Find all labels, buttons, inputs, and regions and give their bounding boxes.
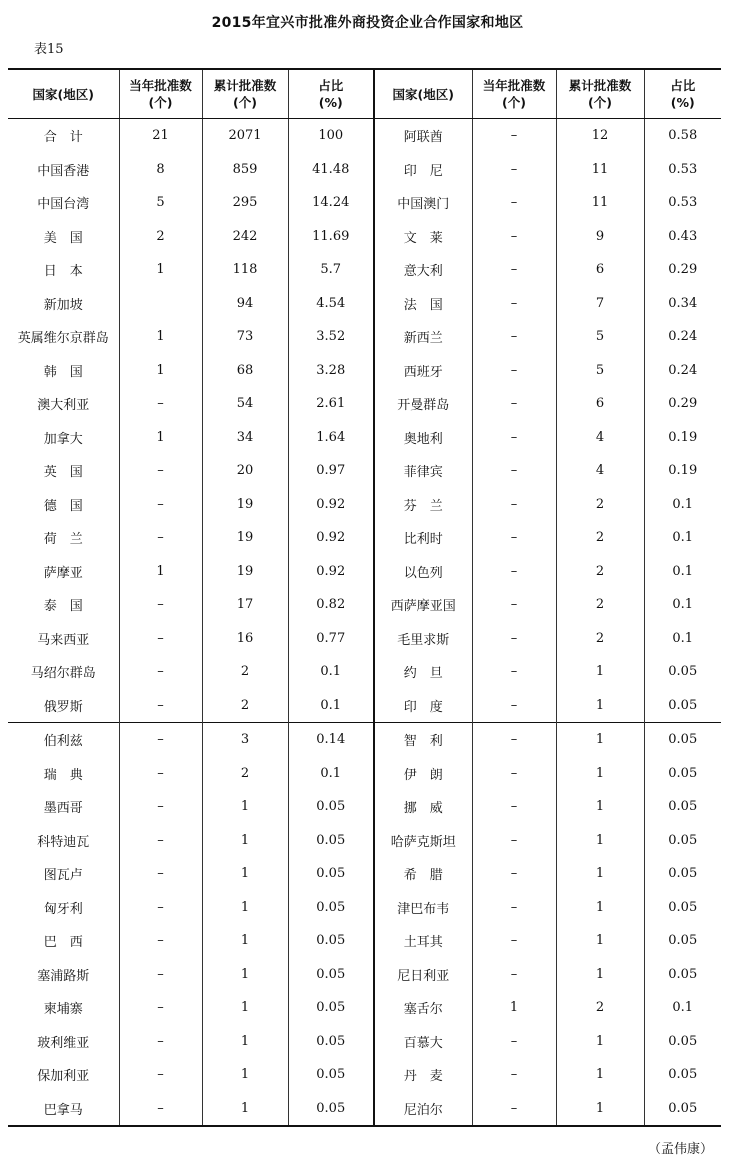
country-cell: 芬 兰 (374, 488, 472, 522)
year-approved-cell: – (119, 1025, 202, 1059)
share-cell: 0.53 (644, 153, 721, 187)
year-approved-cell: – (472, 1058, 556, 1092)
cumulative-cell: 5 (556, 354, 644, 388)
cumulative-cell: 2 (202, 655, 288, 689)
country-cell: 科特迪瓦 (8, 824, 119, 858)
cumulative-cell: 12 (556, 119, 644, 153)
table-row (8, 421, 721, 455)
share-cell: 0.05 (644, 1025, 721, 1059)
header-country: 国家(地区) (374, 69, 472, 119)
cumulative-cell: 2 (556, 991, 644, 1025)
cumulative-cell: 2 (556, 588, 644, 622)
country-cell: 澳大利亚 (8, 387, 119, 421)
table-row (8, 454, 721, 488)
cumulative-cell: 7 (556, 287, 644, 321)
country-cell: 泰 国 (8, 588, 119, 622)
cumulative-cell: 34 (202, 421, 288, 455)
year-approved-cell: – (472, 824, 556, 858)
country-cell: 日 本 (8, 253, 119, 287)
header-year-approved: 当年批准数 (个) (472, 69, 556, 119)
country-cell: 中国香港 (8, 153, 119, 187)
country-cell: 伯利兹 (8, 723, 119, 757)
cumulative-cell: 19 (202, 521, 288, 555)
cumulative-cell: 16 (202, 622, 288, 656)
cumulative-cell: 1 (556, 757, 644, 791)
share-cell: 0.1 (644, 488, 721, 522)
country-cell: 伊 朗 (374, 757, 472, 791)
country-cell: 毛里求斯 (374, 622, 472, 656)
share-cell: 0.1 (644, 588, 721, 622)
table-row (8, 521, 721, 555)
year-approved-cell: – (119, 521, 202, 555)
country-cell: 英属维尔京群岛 (8, 320, 119, 354)
share-cell: 0.05 (644, 857, 721, 891)
share-cell: 0.92 (288, 555, 374, 589)
country-cell: 智 利 (374, 723, 472, 757)
cumulative-cell: 54 (202, 387, 288, 421)
share-cell: 5.7 (288, 253, 374, 287)
cumulative-cell: 1 (556, 1058, 644, 1092)
country-cell: 德 国 (8, 488, 119, 522)
table-row (8, 891, 721, 925)
year-approved-cell: – (119, 655, 202, 689)
year-approved-cell: – (472, 1025, 556, 1059)
table-row (8, 320, 721, 354)
year-approved-cell: – (119, 991, 202, 1025)
country-cell: 挪 威 (374, 790, 472, 824)
share-cell: 0.24 (644, 320, 721, 354)
share-cell: 4.54 (288, 287, 374, 321)
year-approved-cell: – (472, 354, 556, 388)
table-row (8, 488, 721, 522)
country-cell: 中国台湾 (8, 186, 119, 220)
share-cell: 0.29 (644, 387, 721, 421)
country-cell: 美 国 (8, 220, 119, 254)
year-approved-cell: 1 (119, 320, 202, 354)
year-approved-cell: – (119, 824, 202, 858)
header-cumulative: 累计批准数 (个) (202, 69, 288, 119)
cumulative-cell: 2 (556, 555, 644, 589)
cumulative-cell: 118 (202, 253, 288, 287)
cumulative-cell: 5 (556, 320, 644, 354)
share-cell: 0.05 (288, 790, 374, 824)
cumulative-cell: 1 (202, 891, 288, 925)
cumulative-cell: 20 (202, 454, 288, 488)
cumulative-cell: 4 (556, 421, 644, 455)
share-cell: 11.69 (288, 220, 374, 254)
compiler-credit: （孟伟康） (647, 1142, 713, 1157)
share-cell: 0.05 (644, 1092, 721, 1127)
share-cell: 3.52 (288, 320, 374, 354)
year-approved-cell: 21 (119, 119, 202, 153)
country-cell: 开曼群岛 (374, 387, 472, 421)
year-approved-cell: – (119, 723, 202, 757)
country-cell: 瑞 典 (8, 757, 119, 791)
year-approved-cell: 8 (119, 153, 202, 187)
country-cell: 韩 国 (8, 354, 119, 388)
country-cell: 以色列 (374, 555, 472, 589)
cumulative-cell: 2 (202, 757, 288, 791)
share-cell: 0.1 (644, 991, 721, 1025)
year-approved-cell: – (472, 958, 556, 992)
year-approved-cell: – (119, 1058, 202, 1092)
share-cell: 0.1 (644, 555, 721, 589)
share-cell: 0.05 (644, 958, 721, 992)
cumulative-cell: 1 (556, 958, 644, 992)
country-cell: 印 度 (374, 689, 472, 723)
table-row (8, 287, 721, 321)
share-cell: 0.05 (288, 958, 374, 992)
year-approved-cell (119, 287, 202, 321)
year-approved-cell: – (119, 757, 202, 791)
share-cell: 0.05 (288, 991, 374, 1025)
year-approved-cell: – (472, 220, 556, 254)
country-cell: 阿联酋 (374, 119, 472, 153)
table-row (8, 588, 721, 622)
share-cell: 0.05 (644, 891, 721, 925)
country-cell: 西班牙 (374, 354, 472, 388)
country-cell: 尼泊尔 (374, 1092, 472, 1127)
year-approved-cell: – (472, 891, 556, 925)
cumulative-cell: 4 (556, 454, 644, 488)
table-row (8, 220, 721, 254)
year-approved-cell: – (472, 253, 556, 287)
country-cell: 墨西哥 (8, 790, 119, 824)
share-cell: 0.82 (288, 588, 374, 622)
country-cell: 约 旦 (374, 655, 472, 689)
country-cell: 比利时 (374, 521, 472, 555)
share-cell: 0.05 (644, 824, 721, 858)
year-approved-cell: 1 (119, 555, 202, 589)
year-approved-cell: – (119, 488, 202, 522)
year-approved-cell: – (472, 387, 556, 421)
country-cell: 文 莱 (374, 220, 472, 254)
table-body (8, 119, 721, 1127)
table-row (8, 723, 721, 757)
share-cell: 0.58 (644, 119, 721, 153)
share-cell: 0.1 (288, 689, 374, 723)
country-cell: 玻利维亚 (8, 1025, 119, 1059)
cumulative-cell: 1 (556, 790, 644, 824)
cumulative-cell: 1 (202, 857, 288, 891)
cumulative-cell: 1 (202, 991, 288, 1025)
year-approved-cell: – (472, 119, 556, 153)
cumulative-cell: 1 (556, 1025, 644, 1059)
country-cell: 中国澳门 (374, 186, 472, 220)
table-row (8, 790, 721, 824)
share-cell: 0.1 (644, 521, 721, 555)
year-approved-cell: – (472, 555, 556, 589)
share-cell: 3.28 (288, 354, 374, 388)
country-cell: 土耳其 (374, 924, 472, 958)
table-row (8, 757, 721, 791)
table-row (8, 119, 721, 153)
cumulative-cell: 1 (556, 1092, 644, 1127)
share-cell: 0.77 (288, 622, 374, 656)
table-row (8, 1025, 721, 1059)
cumulative-cell: 1 (556, 655, 644, 689)
share-cell: 0.97 (288, 454, 374, 488)
share-cell: 0.05 (288, 824, 374, 858)
cumulative-cell: 17 (202, 588, 288, 622)
header-share: 占比 (%) (288, 69, 374, 119)
year-approved-cell: – (472, 454, 556, 488)
year-approved-cell: – (119, 387, 202, 421)
investment-partner-table (8, 68, 721, 1127)
share-cell: 14.24 (288, 186, 374, 220)
cumulative-cell: 94 (202, 287, 288, 321)
year-approved-cell: 1 (472, 991, 556, 1025)
document-title: 2015年宜兴市批准外商投资企业合作国家和地区 (211, 15, 524, 31)
table-row (8, 186, 721, 220)
share-cell: 0.1 (288, 757, 374, 791)
cumulative-cell: 19 (202, 555, 288, 589)
cumulative-cell: 1 (556, 924, 644, 958)
table-number: 表15 (34, 42, 64, 57)
country-cell: 尼日利亚 (374, 958, 472, 992)
country-cell: 新西兰 (374, 320, 472, 354)
country-cell: 荷 兰 (8, 521, 119, 555)
cumulative-cell: 2 (556, 488, 644, 522)
country-cell: 巴拿马 (8, 1092, 119, 1127)
cumulative-cell: 6 (556, 387, 644, 421)
year-approved-cell: – (119, 790, 202, 824)
year-approved-cell: – (472, 488, 556, 522)
year-approved-cell: – (119, 622, 202, 656)
share-cell: 2.61 (288, 387, 374, 421)
table-row (8, 1058, 721, 1092)
country-cell: 保加利亚 (8, 1058, 119, 1092)
country-cell: 塞浦路斯 (8, 958, 119, 992)
cumulative-cell: 11 (556, 186, 644, 220)
year-approved-cell: – (472, 421, 556, 455)
table-row (8, 655, 721, 689)
header-year-approved: 当年批准数 (个) (119, 69, 202, 119)
cumulative-cell: 19 (202, 488, 288, 522)
year-approved-cell: – (472, 723, 556, 757)
year-approved-cell: – (472, 790, 556, 824)
table-row (8, 689, 721, 723)
cumulative-cell: 2 (556, 521, 644, 555)
year-approved-cell: – (472, 287, 556, 321)
year-approved-cell: – (472, 1092, 556, 1127)
year-approved-cell: – (119, 1092, 202, 1127)
country-cell: 萨摩亚 (8, 555, 119, 589)
table-row (8, 991, 721, 1025)
cumulative-cell: 859 (202, 153, 288, 187)
table-row (8, 1092, 721, 1127)
share-cell: 1.64 (288, 421, 374, 455)
table-row (8, 958, 721, 992)
share-cell: 0.05 (288, 1025, 374, 1059)
cumulative-cell: 2071 (202, 119, 288, 153)
share-cell: 0.05 (288, 1092, 374, 1127)
year-approved-cell: – (472, 588, 556, 622)
country-cell: 意大利 (374, 253, 472, 287)
table-row (8, 253, 721, 287)
cumulative-cell: 1 (556, 689, 644, 723)
share-cell: 0.92 (288, 521, 374, 555)
cumulative-cell: 2 (556, 622, 644, 656)
cumulative-cell: 68 (202, 354, 288, 388)
cumulative-cell: 242 (202, 220, 288, 254)
share-cell: 0.24 (644, 354, 721, 388)
share-cell: 0.05 (288, 924, 374, 958)
table-row (8, 153, 721, 187)
share-cell: 0.05 (644, 924, 721, 958)
country-cell: 津巴布韦 (374, 891, 472, 925)
cumulative-cell: 1 (556, 723, 644, 757)
share-cell: 0.19 (644, 454, 721, 488)
country-cell: 匈牙利 (8, 891, 119, 925)
share-cell: 0.05 (288, 1058, 374, 1092)
share-cell: 0.05 (288, 891, 374, 925)
country-cell: 巴 西 (8, 924, 119, 958)
header-share: 占比 (%) (644, 69, 721, 119)
year-approved-cell: – (119, 857, 202, 891)
table-row (8, 555, 721, 589)
year-approved-cell: – (472, 320, 556, 354)
country-cell: 图瓦卢 (8, 857, 119, 891)
country-cell: 奥地利 (374, 421, 472, 455)
cumulative-cell: 1 (202, 1025, 288, 1059)
header-country: 国家(地区) (8, 69, 119, 119)
country-cell: 柬埔寨 (8, 991, 119, 1025)
country-cell: 英 国 (8, 454, 119, 488)
country-cell: 马来西亚 (8, 622, 119, 656)
share-cell: 0.05 (644, 757, 721, 791)
share-cell: 41.48 (288, 153, 374, 187)
year-approved-cell: 1 (119, 253, 202, 287)
year-approved-cell: – (472, 655, 556, 689)
year-approved-cell: – (472, 689, 556, 723)
country-cell: 新加坡 (8, 287, 119, 321)
country-cell: 哈萨克斯坦 (374, 824, 472, 858)
cumulative-cell: 295 (202, 186, 288, 220)
cumulative-cell: 1 (556, 891, 644, 925)
share-cell: 0.05 (644, 689, 721, 723)
year-approved-cell: – (472, 757, 556, 791)
cumulative-cell: 1 (556, 824, 644, 858)
table-row (8, 857, 721, 891)
share-cell: 0.05 (644, 723, 721, 757)
country-cell: 加拿大 (8, 421, 119, 455)
cumulative-cell: 3 (202, 723, 288, 757)
cumulative-cell: 9 (556, 220, 644, 254)
share-cell: 0.05 (644, 1058, 721, 1092)
year-approved-cell: – (472, 924, 556, 958)
cumulative-cell: 1 (202, 824, 288, 858)
year-approved-cell: – (472, 153, 556, 187)
cumulative-cell: 1 (202, 1092, 288, 1127)
year-approved-cell: – (472, 521, 556, 555)
country-cell: 菲律宾 (374, 454, 472, 488)
year-approved-cell: – (119, 588, 202, 622)
cumulative-cell: 6 (556, 253, 644, 287)
share-cell: 0.34 (644, 287, 721, 321)
header-cumulative: 累计批准数 (个) (556, 69, 644, 119)
share-cell: 0.19 (644, 421, 721, 455)
cumulative-cell: 1 (202, 958, 288, 992)
share-cell: 0.43 (644, 220, 721, 254)
year-approved-cell: 1 (119, 421, 202, 455)
year-approved-cell: – (119, 891, 202, 925)
table-row (8, 622, 721, 656)
year-approved-cell: – (119, 454, 202, 488)
table-row (8, 824, 721, 858)
cumulative-cell: 1 (202, 924, 288, 958)
share-cell: 0.29 (644, 253, 721, 287)
country-cell: 丹 麦 (374, 1058, 472, 1092)
year-approved-cell: 2 (119, 220, 202, 254)
share-cell: 0.53 (644, 186, 721, 220)
share-cell: 0.92 (288, 488, 374, 522)
cumulative-cell: 11 (556, 153, 644, 187)
country-cell: 马绍尔群岛 (8, 655, 119, 689)
table-row (8, 924, 721, 958)
year-approved-cell: – (119, 958, 202, 992)
country-cell: 俄罗斯 (8, 689, 119, 723)
year-approved-cell: – (472, 186, 556, 220)
table-row (8, 387, 721, 421)
share-cell: 0.1 (288, 655, 374, 689)
share-cell: 100 (288, 119, 374, 153)
cumulative-cell: 1 (556, 857, 644, 891)
country-cell: 合 计 (8, 119, 119, 153)
year-approved-cell: – (119, 689, 202, 723)
share-cell: 0.14 (288, 723, 374, 757)
year-approved-cell: – (472, 857, 556, 891)
share-cell: 0.05 (644, 655, 721, 689)
country-cell: 印 尼 (374, 153, 472, 187)
country-cell: 百慕大 (374, 1025, 472, 1059)
cumulative-cell: 1 (202, 790, 288, 824)
share-cell: 0.05 (288, 857, 374, 891)
year-approved-cell: 1 (119, 354, 202, 388)
year-approved-cell: – (472, 622, 556, 656)
header-row (8, 69, 721, 119)
country-cell: 希 腊 (374, 857, 472, 891)
year-approved-cell: – (119, 924, 202, 958)
country-cell: 西萨摩亚国 (374, 588, 472, 622)
country-cell: 法 国 (374, 287, 472, 321)
cumulative-cell: 73 (202, 320, 288, 354)
share-cell: 0.05 (644, 790, 721, 824)
table-row (8, 354, 721, 388)
cumulative-cell: 1 (202, 1058, 288, 1092)
cumulative-cell: 2 (202, 689, 288, 723)
share-cell: 0.1 (644, 622, 721, 656)
year-approved-cell: 5 (119, 186, 202, 220)
country-cell: 塞舌尔 (374, 991, 472, 1025)
